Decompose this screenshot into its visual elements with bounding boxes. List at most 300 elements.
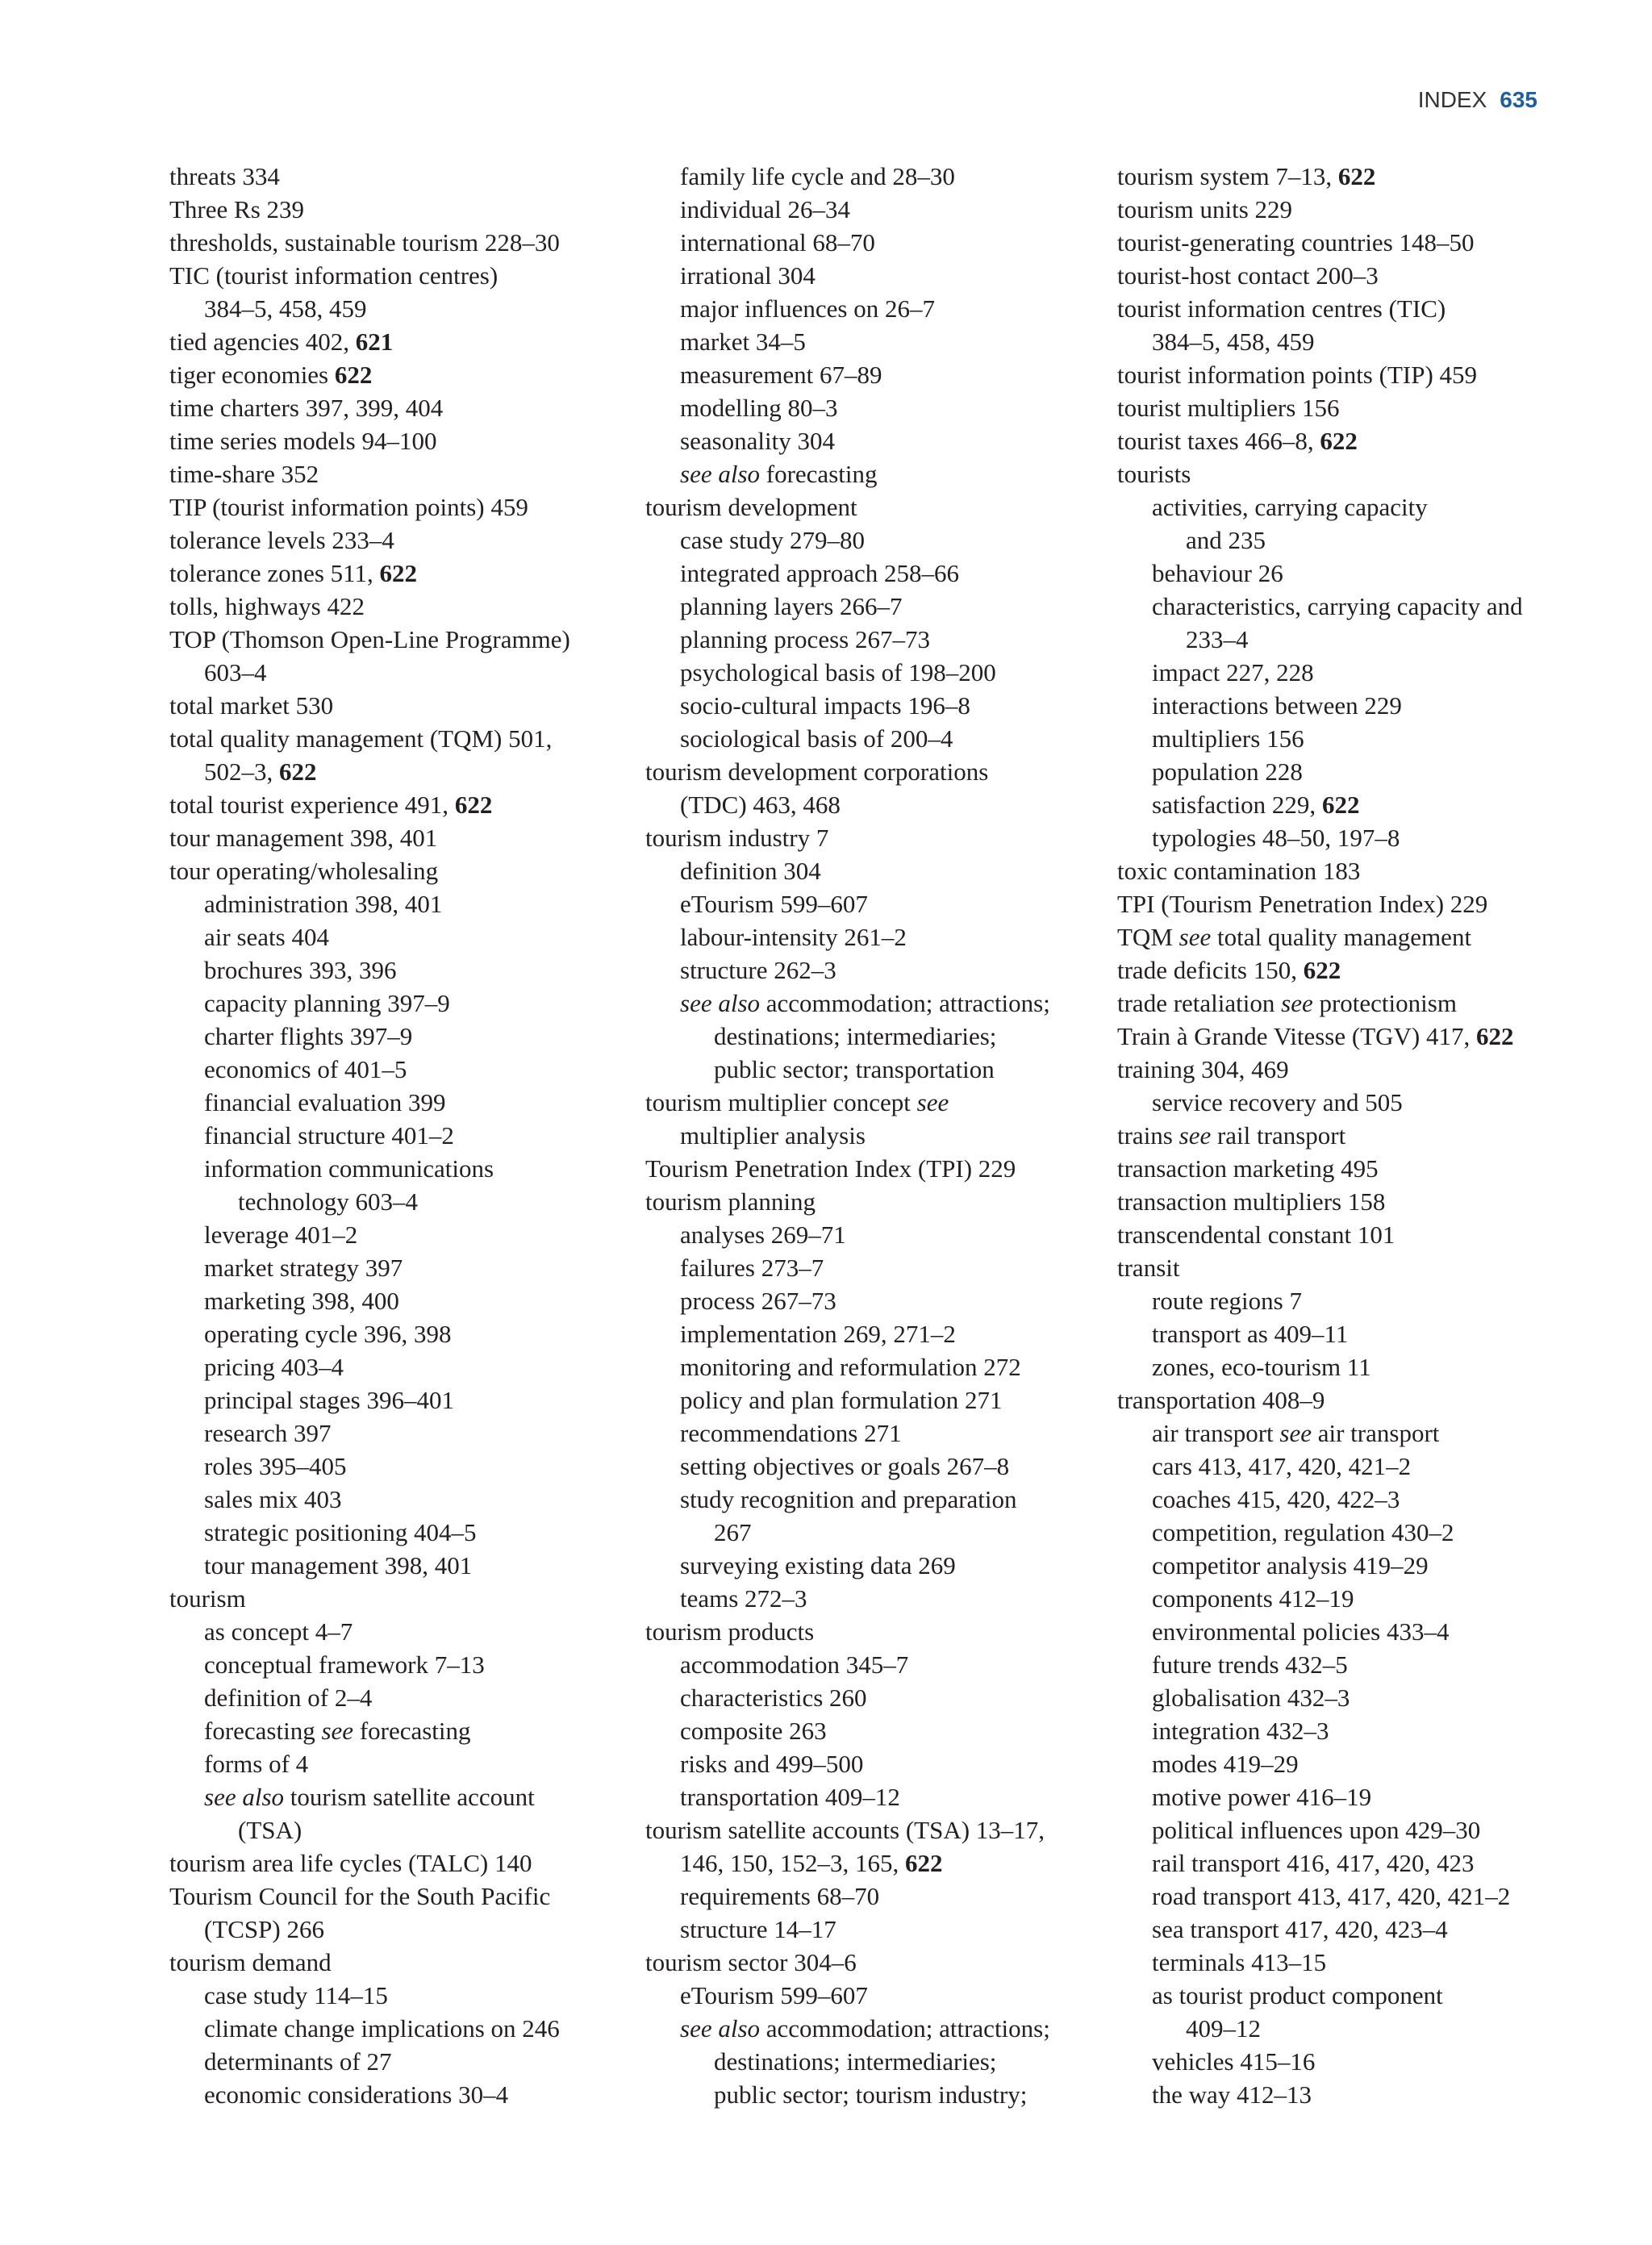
entry-text: characteristics, carrying capacity and <box>1152 592 1523 620</box>
index-entry <box>645 887 1117 920</box>
index-entry <box>1117 1020 1569 1053</box>
entry-text: tourism multiplier concept <box>645 1088 917 1116</box>
index-entry <box>645 2078 1117 2111</box>
index-entry <box>169 1119 645 1152</box>
index-entry <box>1117 1648 1569 1681</box>
entry-text: characteristics 260 <box>680 1684 867 1712</box>
entry-text: tourism development <box>645 493 857 521</box>
index-entry <box>1117 557 1569 590</box>
index-entry <box>645 1086 1117 1119</box>
index-entry <box>169 1747 645 1780</box>
index-entry <box>169 1813 645 1846</box>
index-entry <box>169 1218 645 1251</box>
entry-text: protectionism <box>1312 989 1457 1017</box>
index-entry <box>1117 623 1569 656</box>
entry-text: competition, regulation 430–2 <box>1152 1518 1454 1546</box>
index-entry <box>645 1317 1117 1350</box>
entry-text: process 267–73 <box>680 1287 836 1315</box>
entry-text: monitoring and reformulation 272 <box>680 1353 1021 1381</box>
entry-text: zones, eco-tourism 11 <box>1152 1353 1371 1381</box>
index-entry <box>1117 1152 1569 1185</box>
entry-text: tourist information centres (TIC) <box>1117 294 1446 323</box>
index-entry <box>1117 1218 1569 1251</box>
entry-text: principal stages 396–401 <box>204 1386 454 1414</box>
entry-text: socio-cultural impacts 196–8 <box>680 691 970 720</box>
index-entry <box>169 1383 645 1417</box>
entry-text: forecasting <box>760 460 878 488</box>
index-entry <box>645 1350 1117 1383</box>
entry-text: tourism system 7–13, <box>1117 162 1338 190</box>
index-entry <box>169 358 645 391</box>
entry-text: (TCSP) 266 <box>204 1915 324 1943</box>
entry-text: case study 114–15 <box>204 1981 388 2009</box>
see-reference: see also <box>680 460 761 488</box>
index-entry <box>1117 259 1569 292</box>
index-entry <box>1117 1780 1569 1813</box>
entry-text: capacity planning 397–9 <box>204 989 450 1017</box>
index-entry <box>1117 1615 1569 1648</box>
index-entry <box>645 160 1117 193</box>
entry-text: pricing 403–4 <box>204 1353 344 1381</box>
entry-text: TPI (Tourism Penetration Index) 229 <box>1117 890 1488 918</box>
entry-text: 384–5, 458, 459 <box>204 294 367 323</box>
entry-text: toxic contamination 183 <box>1117 857 1361 885</box>
entry-text: accommodation; attractions; <box>760 989 1050 1017</box>
index-entry <box>169 226 645 259</box>
index-entry <box>645 490 1117 524</box>
index-entry <box>1117 1979 1569 2012</box>
entry-text: technology 603–4 <box>238 1187 418 1216</box>
entry-text: structure 262–3 <box>680 956 836 984</box>
index-entry <box>169 1086 645 1119</box>
index-entry <box>169 1880 645 1913</box>
see-reference: see also <box>680 989 761 1017</box>
index-entry <box>1117 1053 1569 1086</box>
index-entry <box>169 1846 645 1880</box>
entry-text: trade deficits 150, <box>1117 956 1304 984</box>
index-entry <box>645 1119 1117 1152</box>
index-entry <box>1117 325 1569 358</box>
see-reference: see also <box>204 1783 285 1811</box>
entry-text: service recovery and 505 <box>1152 1088 1403 1116</box>
index-entry <box>169 259 645 292</box>
index-entry <box>1117 1516 1569 1549</box>
page-ref-bold: 622 <box>379 559 418 587</box>
entry-text: teams 272–3 <box>680 1584 807 1613</box>
entry-text: tourist multipliers 156 <box>1117 394 1340 422</box>
entry-text: (TSA) <box>238 1816 302 1844</box>
entry-text: training 304, 469 <box>1117 1055 1289 1083</box>
index-entry <box>169 1979 645 2012</box>
entry-text: (TDC) 463, 468 <box>680 791 841 819</box>
index-entry <box>1117 292 1569 325</box>
entry-text: environmental policies 433–4 <box>1152 1617 1450 1646</box>
entry-text: as concept 4–7 <box>204 1617 353 1646</box>
entry-text: tiger economies <box>169 361 335 389</box>
entry-text: composite 263 <box>680 1717 827 1745</box>
entry-text: public sector; transportation <box>714 1055 995 1083</box>
index-entry <box>645 1417 1117 1450</box>
index-entry <box>1117 1251 1569 1284</box>
see-reference: see <box>1179 923 1212 951</box>
index-entry <box>169 590 645 623</box>
index-entry <box>169 788 645 821</box>
entry-text: research 397 <box>204 1419 332 1447</box>
index-entry <box>1117 358 1569 391</box>
index-entry <box>169 987 645 1020</box>
index-entry <box>169 1350 645 1383</box>
index-column-1 <box>169 160 645 2111</box>
entry-text: structure 14–17 <box>680 1915 836 1943</box>
index-entry <box>645 391 1117 424</box>
entry-text: market strategy 397 <box>204 1254 403 1282</box>
index-entry <box>169 953 645 987</box>
index-entry <box>645 1251 1117 1284</box>
entry-text: definition of 2–4 <box>204 1684 373 1712</box>
entry-text: 603–4 <box>204 658 267 686</box>
index-entry <box>1117 1714 1569 1747</box>
entry-text: tour operating/wholesaling <box>169 857 439 885</box>
entry-text: sales mix 403 <box>204 1485 342 1513</box>
index-column-2 <box>645 160 1117 2111</box>
page-ref-bold: 622 <box>1320 427 1358 455</box>
running-header <box>1418 87 1537 113</box>
entry-text: political influences upon 429–30 <box>1152 1816 1481 1844</box>
entry-text: climate change implications on 246 <box>204 2014 560 2043</box>
entry-text: tolls, highways 422 <box>169 592 365 620</box>
entry-text: total tourist experience 491, <box>169 791 455 819</box>
entry-text: tourism demand <box>169 1948 332 1976</box>
entry-text: air transport <box>1152 1419 1280 1447</box>
page-number: 635 <box>1500 87 1537 112</box>
entry-text: economic considerations 30–4 <box>204 2080 509 2109</box>
entry-text: tourism <box>169 1584 246 1613</box>
index-entry <box>645 259 1117 292</box>
index-entry <box>645 557 1117 590</box>
entry-text: Tourism Penetration Index (TPI) 229 <box>645 1154 1016 1183</box>
index-entry <box>645 920 1117 953</box>
index-entry <box>169 457 645 490</box>
entry-text: modelling 80–3 <box>680 394 838 422</box>
entry-text: financial evaluation 399 <box>204 1088 446 1116</box>
entry-text: thresholds, sustainable tourism 228–30 <box>169 228 560 257</box>
entry-text: competitor analysis 419–29 <box>1152 1551 1429 1579</box>
index-entry <box>169 689 645 722</box>
entry-text: recommendations 271 <box>680 1419 902 1447</box>
index-entry <box>1117 1813 1569 1846</box>
index-entry <box>1117 1417 1569 1450</box>
entry-text: impact 227, 228 <box>1152 658 1314 686</box>
index-entry <box>169 656 645 689</box>
index-entry <box>1117 1350 1569 1383</box>
index-entry <box>645 524 1117 557</box>
entry-text: TQM <box>1117 923 1179 951</box>
entry-text: tour management 398, 401 <box>204 1551 473 1579</box>
page-ref-bold: 622 <box>1303 956 1341 984</box>
entry-text: globalisation 432–3 <box>1152 1684 1350 1712</box>
index-entry <box>169 1284 645 1317</box>
entry-text: TIP (tourist information points) 459 <box>169 493 528 521</box>
index-entry <box>1117 1383 1569 1417</box>
entry-text: satisfaction 229, <box>1152 791 1322 819</box>
index-entry <box>1117 1086 1569 1119</box>
entry-text: tourism satellite accounts (TSA) 13–17, <box>645 1816 1045 1844</box>
page-ref-bold: 622 <box>905 1849 943 1877</box>
index-entry <box>1117 2078 1569 2111</box>
section-label: INDEX <box>1417 87 1487 112</box>
entry-text: motive power 416–19 <box>1152 1783 1372 1811</box>
entry-text: trade retaliation <box>1117 989 1282 1017</box>
entry-text: tourism development corporations <box>645 757 989 786</box>
index-entry <box>1117 1483 1569 1516</box>
index-entry <box>1117 1549 1569 1582</box>
index-entry <box>645 1284 1117 1317</box>
index-entry <box>1117 1185 1569 1218</box>
index-entry <box>645 1615 1117 1648</box>
index-entry <box>169 160 645 193</box>
index-entry <box>645 292 1117 325</box>
index-entry <box>169 1152 645 1185</box>
entry-text: transaction multipliers 158 <box>1117 1187 1386 1216</box>
entry-text: coaches 415, 420, 422–3 <box>1152 1485 1400 1513</box>
index-entry <box>1117 160 1569 193</box>
index-entry <box>169 1582 645 1615</box>
entry-text: air transport <box>1311 1419 1440 1447</box>
entry-text: TOP (Thomson Open-Line Programme) <box>169 625 570 653</box>
entry-text: marketing 398, 400 <box>204 1287 399 1315</box>
index-entry <box>1117 1284 1569 1317</box>
index-entry <box>1117 457 1569 490</box>
index-entry <box>645 1218 1117 1251</box>
index-entry <box>169 920 645 953</box>
index-entry <box>645 1450 1117 1483</box>
entry-text: total quality management (TQM) 501, <box>169 724 553 753</box>
entry-text: Three Rs 239 <box>169 195 305 223</box>
index-entry <box>645 656 1117 689</box>
page-ref-bold: 621 <box>355 328 394 356</box>
index-entry <box>169 1549 645 1582</box>
entry-text: tourism area life cycles (TALC) 140 <box>169 1849 532 1877</box>
index-entry <box>169 524 645 557</box>
entry-text: transport as 409–11 <box>1152 1320 1349 1348</box>
index-entry <box>645 226 1117 259</box>
entry-text: information communications <box>204 1154 494 1183</box>
index-entry <box>1117 788 1569 821</box>
entry-text: trains <box>1117 1121 1179 1150</box>
index-entry <box>645 821 1117 854</box>
index-entry <box>645 1979 1117 2012</box>
index-entry <box>1117 226 1569 259</box>
entry-text: tourist-generating countries 148–50 <box>1117 228 1475 257</box>
entry-text: 409–12 <box>1186 2014 1261 2043</box>
entry-text: study recognition and preparation <box>680 1485 1017 1513</box>
entry-text: accommodation 345–7 <box>680 1650 909 1679</box>
entry-text: time-share 352 <box>169 460 319 488</box>
index-entry <box>645 755 1117 788</box>
entry-text: components 412–19 <box>1152 1584 1354 1613</box>
entry-text: 502–3, <box>204 757 279 786</box>
entry-text: cars 413, 417, 420, 421–2 <box>1152 1452 1412 1480</box>
index-entry <box>169 490 645 524</box>
entry-text: interactions between 229 <box>1152 691 1402 720</box>
index-entry <box>1117 755 1569 788</box>
index-entry <box>645 193 1117 226</box>
entry-text: integration 432–3 <box>1152 1717 1329 1745</box>
entry-text: Tourism Council for the South Pacific <box>169 1882 551 1910</box>
index-entry <box>169 1053 645 1086</box>
entry-text: transportation 409–12 <box>680 1783 900 1811</box>
entry-text: transportation 408–9 <box>1117 1386 1325 1414</box>
see-reference: see <box>1279 1419 1312 1447</box>
entry-text: measurement 67–89 <box>680 361 882 389</box>
index-entry <box>1117 1880 1569 1913</box>
index-entry <box>1117 2045 1569 2078</box>
index-entry <box>1117 1317 1569 1350</box>
index-entry <box>645 1383 1117 1417</box>
entry-text: planning process 267–73 <box>680 625 930 653</box>
page-ref-bold: 622 <box>1475 1022 1514 1050</box>
entry-text: surveying existing data 269 <box>680 1551 956 1579</box>
entry-text: forecasting <box>353 1717 471 1745</box>
index-entry <box>645 1516 1117 1549</box>
entry-text: total market 530 <box>169 691 334 720</box>
entry-text: threats 334 <box>169 162 280 190</box>
entry-text: setting objectives or goals 267–8 <box>680 1452 1010 1480</box>
entry-text: major influences on 26–7 <box>680 294 935 323</box>
entry-text: destinations; intermediaries; <box>714 1022 997 1050</box>
entry-text: tourism industry 7 <box>645 824 829 852</box>
index-entry <box>645 1152 1117 1185</box>
index-entry <box>645 1648 1117 1681</box>
entry-text: as tourist product component <box>1152 1981 1443 2009</box>
entry-text: failures 273–7 <box>680 1254 824 1282</box>
entry-text: definition 304 <box>680 857 821 885</box>
entry-text: 384–5, 458, 459 <box>1152 328 1315 356</box>
entry-text: rail transport 416, 417, 420, 423 <box>1152 1849 1475 1877</box>
entry-text: integrated approach 258–66 <box>680 559 960 587</box>
entry-text: tourism planning <box>645 1187 816 1216</box>
index-entry <box>169 854 645 887</box>
index-entry <box>1117 424 1569 457</box>
entry-text: and 235 <box>1186 526 1266 554</box>
index-entry <box>645 1483 1117 1516</box>
index-entry <box>1117 722 1569 755</box>
index-entry <box>1117 1681 1569 1714</box>
entry-text: tourism sector 304–6 <box>645 1948 857 1976</box>
see-reference: see <box>1281 989 1313 1017</box>
index-entry <box>645 854 1117 887</box>
entry-text: air seats 404 <box>204 923 329 951</box>
entry-text: sociological basis of 200–4 <box>680 724 953 753</box>
index-entry <box>645 1880 1117 1913</box>
entry-text: public sector; tourism industry; <box>714 2080 1028 2109</box>
entry-text: behaviour 26 <box>1152 559 1283 587</box>
index-entry <box>645 1846 1117 1880</box>
entry-text: tourist information points (TIP) 459 <box>1117 361 1478 389</box>
entry-text: destinations; intermediaries; <box>714 2047 997 2076</box>
index-entry <box>169 557 645 590</box>
entry-text: policy and plan formulation 271 <box>680 1386 1003 1414</box>
index-entry <box>1117 1582 1569 1615</box>
index-entry <box>1117 1846 1569 1880</box>
index-entry <box>169 722 645 755</box>
index-entry <box>169 1020 645 1053</box>
entry-text: determinants of 27 <box>204 2047 392 2076</box>
index-entry <box>1117 490 1569 524</box>
entry-text: tourist taxes 466–8, <box>1117 427 1320 455</box>
entry-text: vehicles 415–16 <box>1152 2047 1316 2076</box>
index-entry <box>169 1681 645 1714</box>
index-entry <box>1117 524 1569 557</box>
entry-text: charter flights 397–9 <box>204 1022 413 1050</box>
index-entry <box>1117 590 1569 623</box>
entry-text: requirements 68–70 <box>680 1882 880 1910</box>
index-entry <box>169 1780 645 1813</box>
index-entry <box>169 887 645 920</box>
index-entry <box>169 292 645 325</box>
index-entry <box>1117 1450 1569 1483</box>
index-entry <box>645 623 1117 656</box>
entry-text: the way 412–13 <box>1152 2080 1312 2109</box>
entry-text: case study 279–80 <box>680 526 866 554</box>
index-entry <box>1117 391 1569 424</box>
index-entry <box>645 590 1117 623</box>
index-entry <box>645 722 1117 755</box>
entry-text: route regions 7 <box>1152 1287 1302 1315</box>
index-entry <box>645 1582 1117 1615</box>
page-ref-bold: 622 <box>454 791 493 819</box>
index-entry <box>169 2012 645 2045</box>
index-entry <box>1117 689 1569 722</box>
index-entry <box>645 788 1117 821</box>
entry-text: analyses 269–71 <box>680 1221 846 1249</box>
entry-text: strategic positioning 404–5 <box>204 1518 477 1546</box>
index-entry <box>645 1780 1117 1813</box>
index-entry <box>645 1681 1117 1714</box>
entry-text: 267 <box>714 1518 752 1546</box>
entry-text: financial structure 401–2 <box>204 1121 454 1150</box>
entry-text: tourism satellite account <box>284 1783 535 1811</box>
entry-text: total quality management <box>1211 923 1472 951</box>
page-ref-bold: 622 <box>1321 791 1360 819</box>
index-entry <box>169 1615 645 1648</box>
entry-text: seasonality 304 <box>680 427 835 455</box>
index-entry <box>169 623 645 656</box>
index-entry <box>645 325 1117 358</box>
entry-text: international 68–70 <box>680 228 875 257</box>
index-entry <box>1117 656 1569 689</box>
index-entry <box>1117 1747 1569 1780</box>
entry-text: time charters 397, 399, 404 <box>169 394 444 422</box>
entry-text: tourism units 229 <box>1117 195 1293 223</box>
entry-text: tolerance zones 511, <box>169 559 380 587</box>
entry-text: tour management 398, 401 <box>169 824 438 852</box>
entry-text: family life cycle and 28–30 <box>680 162 955 190</box>
index-entry <box>1117 1946 1569 1979</box>
index-entry <box>1117 1119 1569 1152</box>
entry-text: psychological basis of 198–200 <box>680 658 996 686</box>
index-entry <box>169 1714 645 1747</box>
see-reference: see also <box>680 2014 761 2043</box>
entry-text: forecasting <box>204 1717 322 1745</box>
entry-text: brochures 393, 396 <box>204 956 397 984</box>
index-entry <box>169 1648 645 1681</box>
index-entry <box>169 1483 645 1516</box>
entry-text: transit <box>1117 1254 1180 1282</box>
page-ref-bold: 622 <box>279 757 317 786</box>
index-entry <box>645 1020 1117 1053</box>
index-entry <box>169 1450 645 1483</box>
